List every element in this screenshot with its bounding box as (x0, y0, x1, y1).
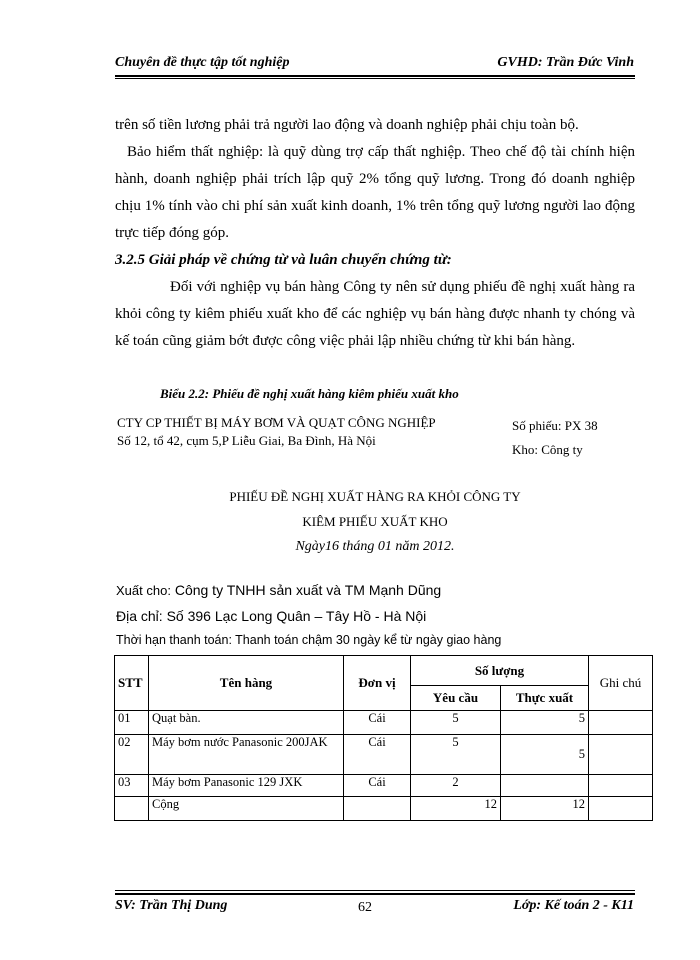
footer-class: Lớp: Kế toán 2 - K11 (513, 898, 634, 913)
form-title-line-1: PHIẾU ĐỀ NGHỊ XUẤT HÀNG RA KHỎI CÔNG TY (229, 489, 521, 504)
row-actual (501, 775, 589, 797)
header-rule-thin (115, 78, 635, 79)
company-address: Số 12, tổ 42, cụm 5,P Liễu Giai, Ba Đình, Hà Nội (117, 433, 376, 448)
header-name: Tên hàng (149, 656, 344, 711)
header-note: Ghi chú (589, 656, 653, 711)
total-actual: 12 (501, 797, 589, 821)
row-name: Quạt bàn. (149, 711, 344, 735)
form-title (115, 484, 635, 559)
line-1: trên số tiền lương phải trả người lao động và doanh nghiệp phải chịu toàn bộ. (115, 117, 579, 133)
total-label: Cộng (149, 797, 344, 821)
header-unit: Đơn vị (344, 656, 411, 711)
total-note (589, 797, 653, 821)
header-stt: STT (115, 656, 149, 711)
table-row (115, 735, 653, 775)
form-date: Ngày16 tháng 01 năm 2012. (295, 539, 455, 554)
warehouse: Kho: Công ty (512, 442, 583, 457)
header-left: Chuyên đề thực tập tốt nghiệp (115, 55, 290, 70)
row-unit: Cái (344, 775, 411, 797)
row-actual: 5 (501, 711, 589, 735)
total-requested: 12 (411, 797, 501, 821)
row-actual: 5 (501, 735, 589, 775)
header-rule (115, 75, 635, 77)
table-header-row (115, 656, 653, 686)
form-title-line-2: KIÊM PHIẾU XUẤT KHO (302, 514, 448, 529)
company-block (117, 414, 436, 450)
total-stt (115, 797, 149, 821)
row-unit: Cái (344, 711, 411, 735)
row-stt: 03 (115, 775, 149, 797)
header-requested: Yêu cầu (411, 686, 501, 711)
row-requested: 5 (411, 735, 501, 775)
row-requested: 2 (411, 775, 501, 797)
goods-table (114, 655, 653, 821)
ship-to (116, 582, 441, 598)
page-number: 62 (358, 900, 372, 915)
footer-rule-thin (115, 890, 635, 891)
company-name: CTY CP THIẾT BỊ MÁY BƠM VÀ QUẠT CÔNG NGHIỆP (117, 415, 436, 430)
table-row (115, 711, 653, 735)
footer-student: SV: Trần Thị Dung (115, 898, 228, 913)
row-unit: Cái (344, 735, 411, 775)
paragraph-solution: Đối với nghiệp vụ bán hàng Công ty nên sử dụng phiếu đề nghị xuất hàng ra khỏi công ty kiêm phiếu xuất kho để các nghiệp vụ bán hàng được nhanh ty chóng và kế toán cũng giảm bớt được công việc phải lập nhiều chứng từ khi bán hàng. (115, 279, 635, 349)
footer-rule (115, 893, 635, 895)
body-text (115, 112, 635, 355)
header-quantity: Số lượng (411, 656, 589, 686)
row-requested: 5 (411, 711, 501, 735)
header-right: GVHD: Trần Đức Vinh (497, 55, 634, 70)
row-note (589, 775, 653, 797)
row-name: Máy bơm nước Panasonic 200JAK (149, 735, 344, 775)
row-note (589, 735, 653, 775)
payment-terms: Thời hạn thanh toán: Thanh toán chậm 30 ngày kể từ ngày giao hàng (116, 633, 502, 647)
table-total-row (115, 797, 653, 821)
total-unit (344, 797, 411, 821)
paragraph-unemployment-insurance: Bảo hiểm thất nghiệp: là quỹ dùng trợ cấp thất nghiệp. Theo chế độ tài chính hiện hành, doanh nghiệp phải trích lập quỹ 2% tổng quỹ lương. Trong đó doanh nghiệp chịu 1% tính vào chi phí sản xuất kinh doanh, 1% trên tổng quỹ lương người lao động trực tiếp đóng góp. (115, 144, 635, 241)
figure-caption: Biểu 2.2: Phiếu đề nghị xuất hàng kiêm phiếu xuất kho (160, 386, 459, 401)
section-heading: 3.2.5 Giải pháp về chứng từ và luân chuyển chứng từ: (115, 252, 452, 268)
row-stt: 01 (115, 711, 149, 735)
doc-number: Số phiếu: PX 38 (512, 418, 598, 433)
header-actual: Thực xuất (501, 686, 589, 711)
row-stt: 02 (115, 735, 149, 775)
row-name: Máy bơm Panasonic 129 JXK (149, 775, 344, 797)
row-note (589, 711, 653, 735)
ship-address: Địa chỉ: Số 396 Lạc Long Quân – Tây Hồ - Hà Nội (116, 608, 427, 624)
ship-to-value: Công ty TNHH sản xuất và TM Mạnh Dũng (174, 582, 442, 598)
table-row (115, 775, 653, 797)
ship-to-label: Xuất cho: (116, 583, 171, 598)
doc-info (512, 414, 598, 462)
